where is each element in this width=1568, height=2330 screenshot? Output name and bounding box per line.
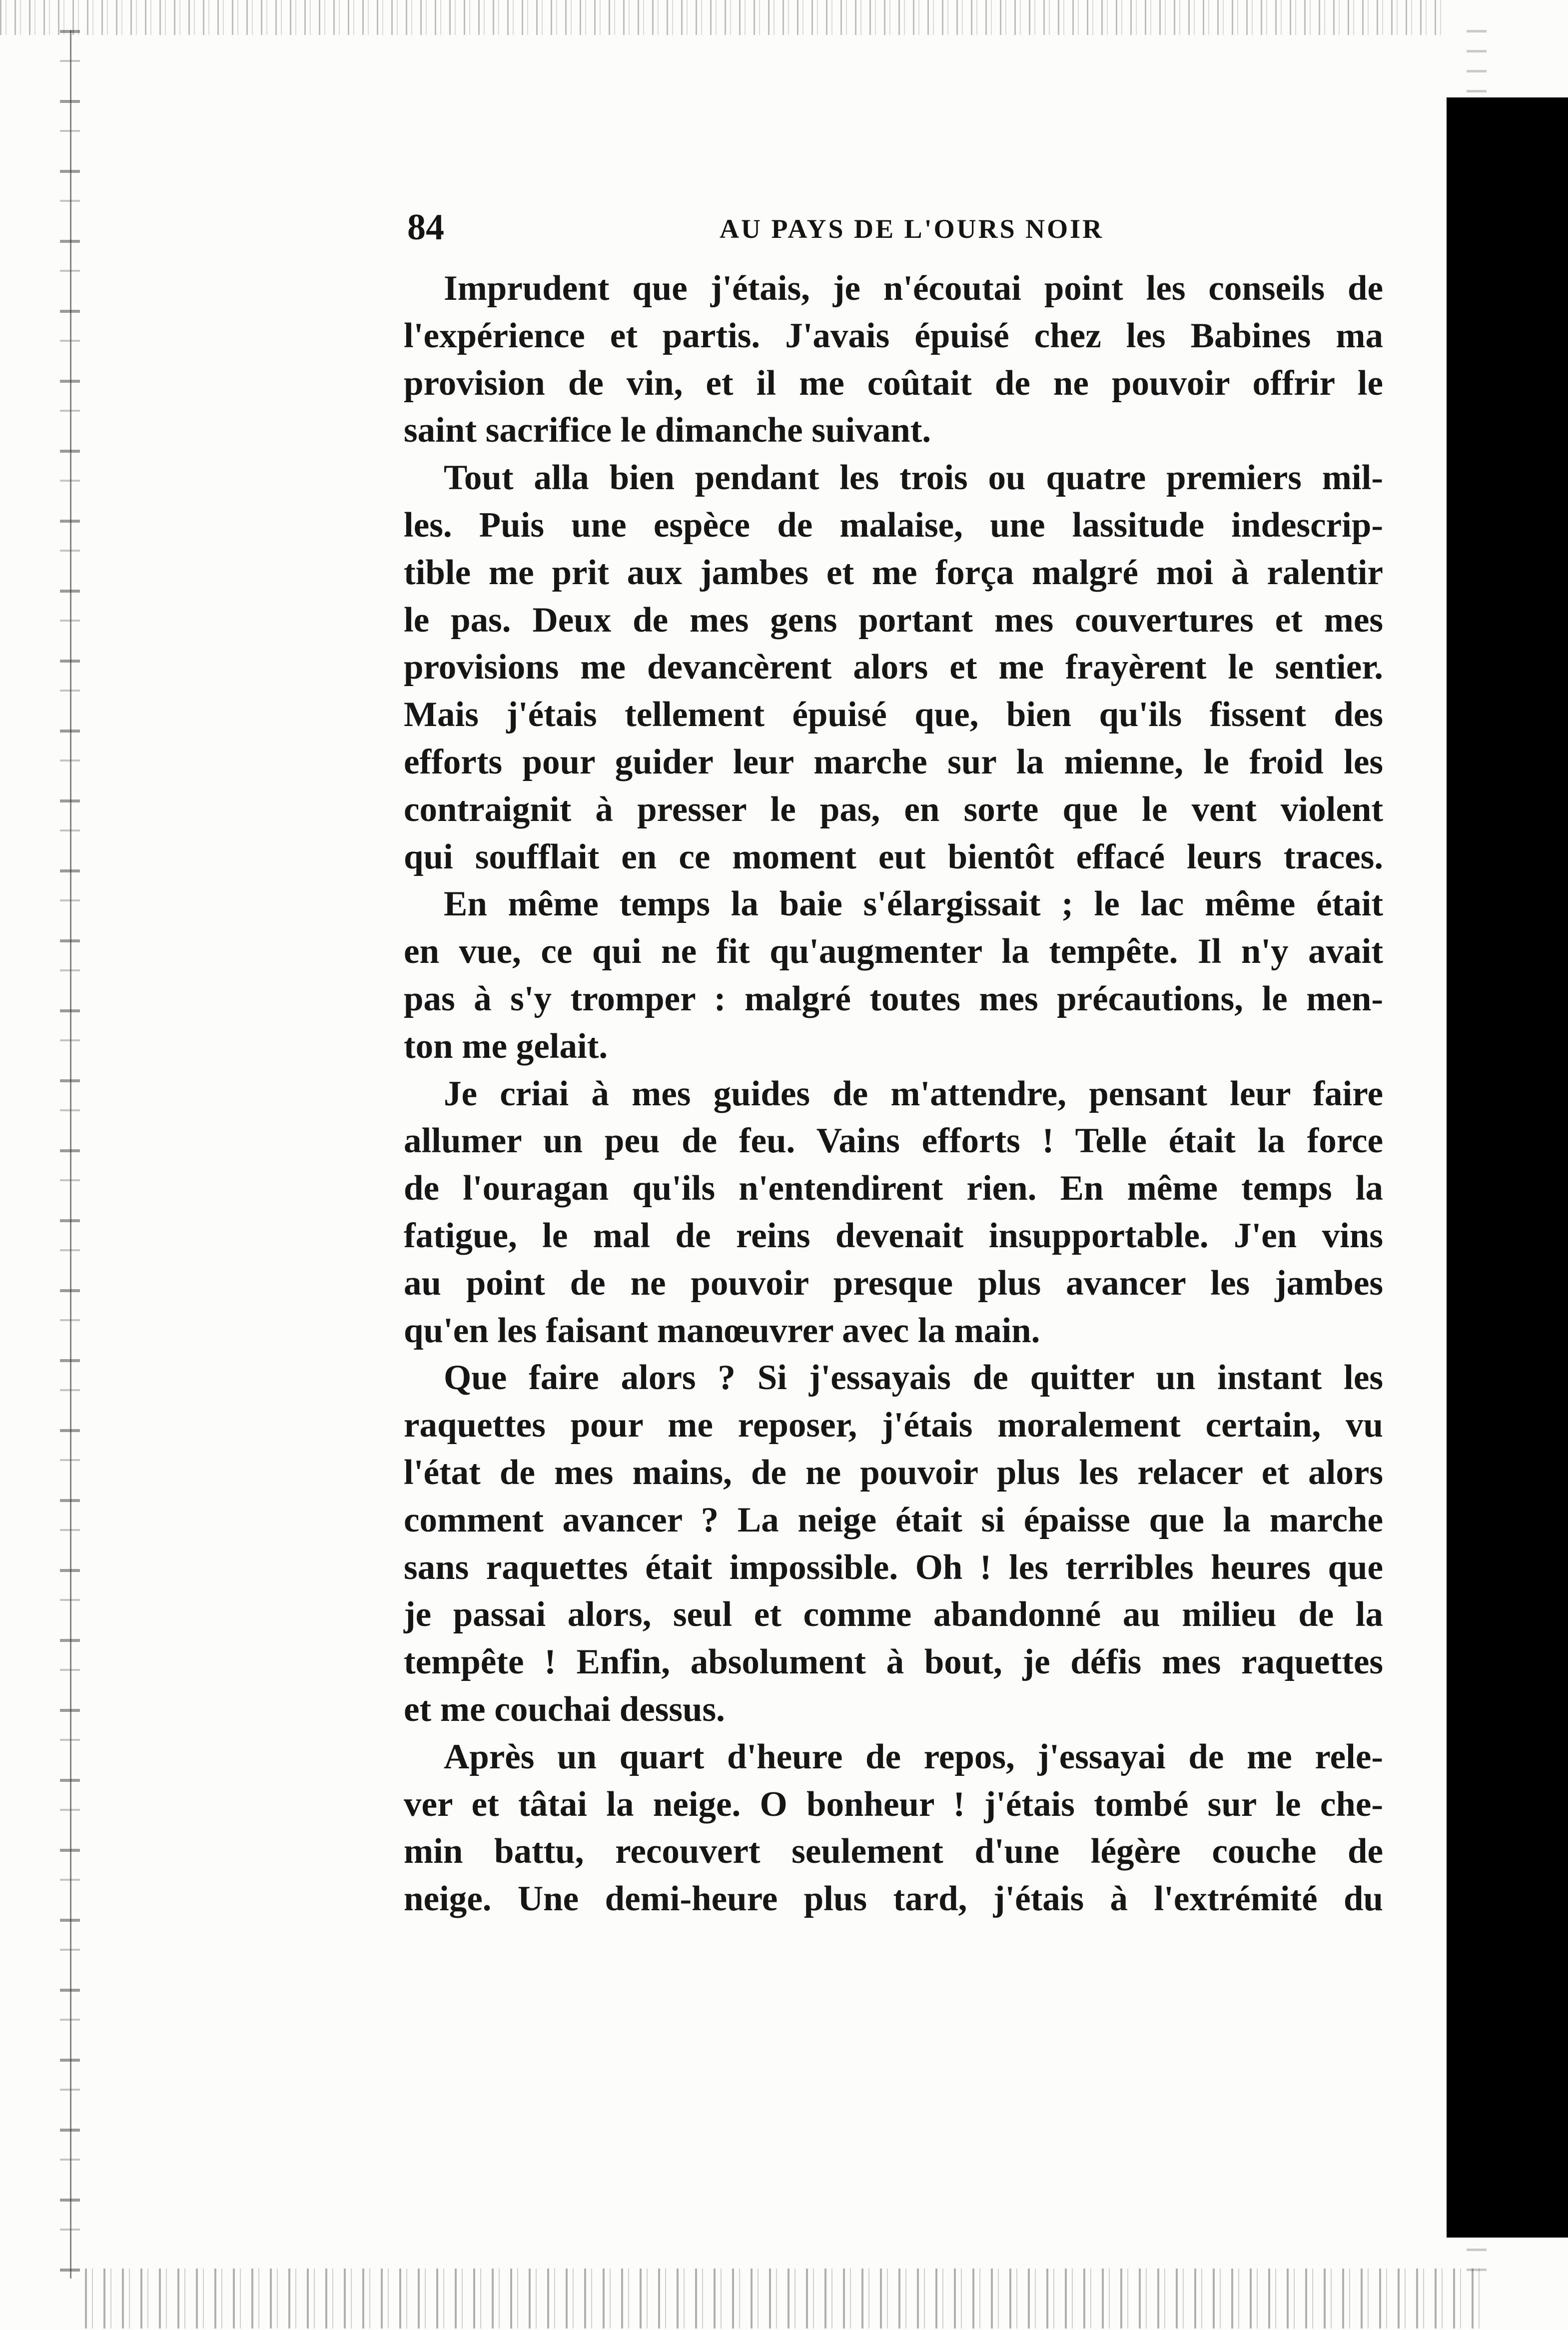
text-line: qu'en les faisant manœuvrer avec la main.: [404, 1311, 1040, 1350]
text-line: et me couchai dessus.: [404, 1689, 725, 1729]
text-line: contraignit à presser le pas, en sorte que le vent violent: [404, 789, 1383, 829]
scan-noise-top: [0, 0, 1449, 35]
text-line: Après un quart d'heure de repos, j'essayai de me rele-: [444, 1737, 1383, 1776]
text-line: qui soufflait en ce moment eut bientôt effacé leurs traces.: [404, 837, 1383, 876]
text-line: En même temps la baie s'élargissait ; le lac même était: [444, 884, 1383, 924]
text-line: Tout alla bien pendant les trois ou quatre premiers mil-: [444, 458, 1383, 498]
text-line: le pas. Deux de mes gens portant mes couvertures et mes: [404, 600, 1383, 640]
text-line: Mais j'étais tellement épuisé que, bien qu'ils fissent des: [404, 695, 1383, 735]
text-line: fatigue, le mal de reins devenait insupportable. J'en vins: [404, 1216, 1383, 1255]
body-text: [404, 265, 1383, 1923]
text-line: Que faire alors ? Si j'essayais de quitter un instant les: [444, 1358, 1383, 1398]
text-line: raquettes pour me reposer, j'étais moralement certain, vu: [404, 1406, 1383, 1445]
text-line: tible me prit aux jambes et me força malgré moi à ralentir: [404, 553, 1383, 592]
text-line: efforts pour guider leur marche sur la mienne, le froid les: [404, 742, 1383, 781]
text-line: allumer un peu de feu. Vains efforts ! Telle était la force: [404, 1121, 1383, 1161]
text-line: saint sacrifice le dimanche suivant.: [404, 411, 931, 450]
text-line: provision de vin, et il me coûtait de ne pouvoir offrir le: [404, 363, 1383, 403]
scan-black-border-right: [1447, 97, 1568, 2238]
text-line: l'expérience et partis. J'avais épuisé chez les Babines ma: [404, 316, 1383, 355]
page-header: [407, 205, 1387, 250]
page-number: 84: [407, 207, 444, 248]
text-line: comment avancer ? La neige était si épaisse que la marche: [404, 1500, 1383, 1540]
text-line: de l'ouragan qu'ils n'entendirent rien. En même temps la: [404, 1169, 1383, 1208]
scan-noise-bottom: [85, 2269, 1484, 2329]
text-line: l'état de mes mains, de ne pouvoir plus les relacer et alors: [404, 1453, 1383, 1492]
text-line: au point de ne pouvoir presque plus avancer les jambes: [404, 1263, 1383, 1303]
running-title: AU PAYS DE L'OURS NOIR: [720, 214, 1104, 244]
text-line: Imprudent que j'étais, je n'écoutai point les conseils de: [444, 269, 1383, 308]
text-line: les. Puis une espèce de malaise, une lassitude indescrip-: [404, 505, 1383, 545]
text-line: tempête ! Enfin, absolument à bout, je défis mes raquettes: [404, 1642, 1383, 1682]
text-line: je passai alors, seul et comme abandonné au milieu de la: [404, 1595, 1383, 1634]
text-line: Je criai à mes guides de m'attendre, pensant leur faire: [444, 1074, 1383, 1113]
text-line: ver et tâtai la neige. O bonheur ! j'étais tombé sur le che-: [404, 1784, 1383, 1824]
text-line: pas à s'y tromper : malgré toutes mes précautions, le men-: [404, 979, 1383, 1018]
text-line: en vue, ce qui ne fit qu'augmenter la tempête. Il n'y avait: [404, 932, 1383, 971]
text-line: ton me gelait.: [404, 1026, 608, 1066]
text-line: neige. Une demi-heure plus tard, j'étais à l'extrémité du: [404, 1879, 1383, 1919]
text-line: sans raquettes était impossible. Oh ! les terribles heures que: [404, 1548, 1383, 1587]
text-line: min battu, recouvert seulement d'une légère couche de: [404, 1832, 1383, 1871]
text-line: provisions me devancèrent alors et me frayèrent le sentier.: [404, 648, 1383, 687]
page-binding-edge: [70, 30, 71, 2279]
